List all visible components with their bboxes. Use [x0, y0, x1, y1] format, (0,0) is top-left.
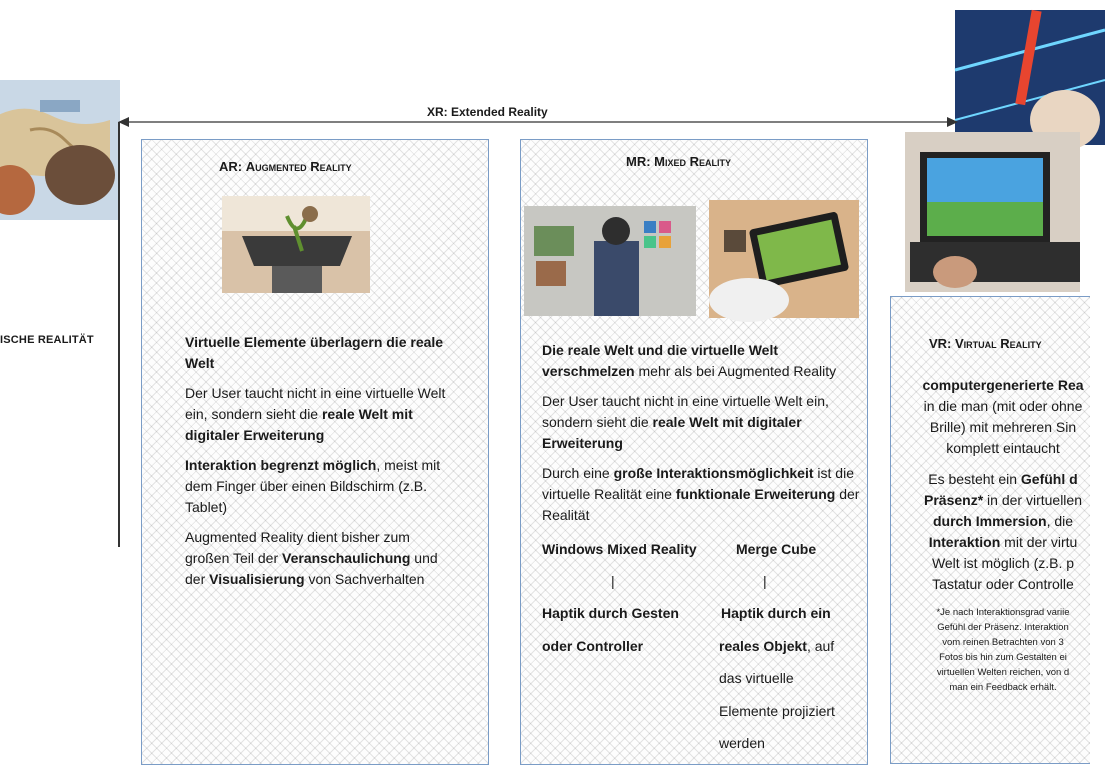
map-photo-illustration	[0, 80, 120, 220]
mr-hololens-photo	[524, 206, 696, 316]
mr-panel	[520, 139, 868, 765]
mr-mergecube-line1: Haptik durch ein	[721, 605, 831, 621]
mr-paragraph-3: Durch eine große Interaktionsmöglichkeit ist die virtuelle Realität eine funktionale Erweiterung der Realität	[542, 465, 860, 523]
vr-laptop-photo	[905, 132, 1080, 292]
vr-p2-line4: Interaktion mit der virtu	[928, 534, 1078, 550]
ar-panel	[141, 139, 489, 765]
ar-paragraph-1: Der User taucht nicht in eine virtuelle Welt ein, sondern sieht die reale Welt mit digitaler Erweiterung	[185, 385, 446, 443]
vr-description	[903, 375, 1103, 595]
ar-map-photo	[0, 80, 120, 220]
vr-p2-line5: Welt ist möglich (z.B. p	[931, 555, 1075, 571]
mr-mergecube-photo	[709, 200, 859, 318]
vr-p1-line1: computergenerierte Rea	[922, 377, 1084, 393]
mr-mergecube-bar: |	[763, 573, 767, 589]
mr-windows-title: Windows Mixed Reality	[542, 541, 697, 557]
vr-p1-line2: in die man (mit oder ohne	[923, 398, 1083, 414]
ar-title: AR: Augmented Reality	[219, 159, 352, 174]
mr-mergecube-line2: reales Objekt, auf	[719, 638, 835, 654]
vr-p2-line3: durch Immersion, die	[932, 513, 1074, 529]
vr-p1-line4: komplett eintaucht	[946, 440, 1060, 456]
vr-p2-line6: Tastatur oder Controlle	[932, 576, 1074, 592]
mr-windows-bar: |	[611, 573, 615, 589]
ar-table-illustration	[222, 196, 370, 293]
ar-heading: Virtuelle Elemente überlagern die reale Welt	[185, 334, 444, 371]
mr-paragraph-2: Der User taucht nicht in eine virtuelle Welt ein, sondern sieht die reale Welt mit digitaler Erweiterung	[542, 393, 829, 451]
mr-mergecube-line4: Elemente projiziert	[719, 703, 835, 719]
mr-title: MR: Mixed Reality	[626, 154, 732, 169]
physical-reality-line	[118, 122, 120, 547]
ar-paragraph-3: Augmented Reality dient bisher zum großen Teil der Veranschaulichung und der Visualisierung von Sachverhalten	[185, 529, 438, 587]
mr-mergecube-line5: werden	[719, 735, 765, 751]
physical-reality-label: ISCHE REALITÄT	[0, 334, 94, 346]
ar-description	[185, 332, 455, 599]
vr-p2-line1: Es besteht ein Gefühl d	[928, 471, 1078, 487]
vr-footnote	[903, 605, 1103, 695]
vr-note-line4: Fotos bis hin zum Gestalten ei	[939, 652, 1067, 663]
vr-title: VR: Virtual Reality	[929, 336, 1042, 351]
vr-note-line1: *Je nach Interaktionsgrad variie	[936, 607, 1070, 618]
vr-game-illustration	[955, 10, 1105, 145]
mr-paragraph-1: Die reale Welt und die virtuelle Welt verschmelzen mehr als bei Augmented Reality	[542, 342, 837, 379]
hololens-illustration	[524, 206, 696, 316]
mergecube-illustration	[709, 200, 859, 318]
vr-p2-line2: Präsenz* in der virtuellen	[924, 492, 1082, 508]
vr-note-line6: man ein Feedback erhält.	[949, 682, 1057, 693]
vr-note-line3: vom reinen Betrachten von 3	[942, 637, 1064, 648]
ar-table-photo	[222, 196, 370, 293]
mr-description	[542, 340, 860, 535]
mr-windows-line1: Haptik durch Gesten	[542, 605, 679, 621]
laptop-game-illustration	[905, 132, 1080, 292]
vr-p1-line3: Brille) mit mehreren Sin	[929, 419, 1077, 435]
mr-mergecube-line3: das virtuelle	[719, 670, 794, 686]
mr-mergecube-title: Merge Cube	[736, 541, 817, 557]
vr-beatsaber-photo	[955, 10, 1105, 145]
vr-note-line2: Gefühl der Präsenz. Interaktion	[937, 622, 1069, 633]
vr-panel	[890, 296, 1090, 764]
ar-paragraph-2: Interaktion begrenzt möglich, meist mit dem Finger über einen Bildschirm (z.B. Tablet)	[185, 457, 441, 515]
mr-windows-line2: oder Controller	[542, 638, 644, 654]
vr-note-line5: virtuellen Welten reichen, von d	[936, 667, 1070, 678]
xr-title: XR: Extended Reality	[427, 105, 548, 119]
